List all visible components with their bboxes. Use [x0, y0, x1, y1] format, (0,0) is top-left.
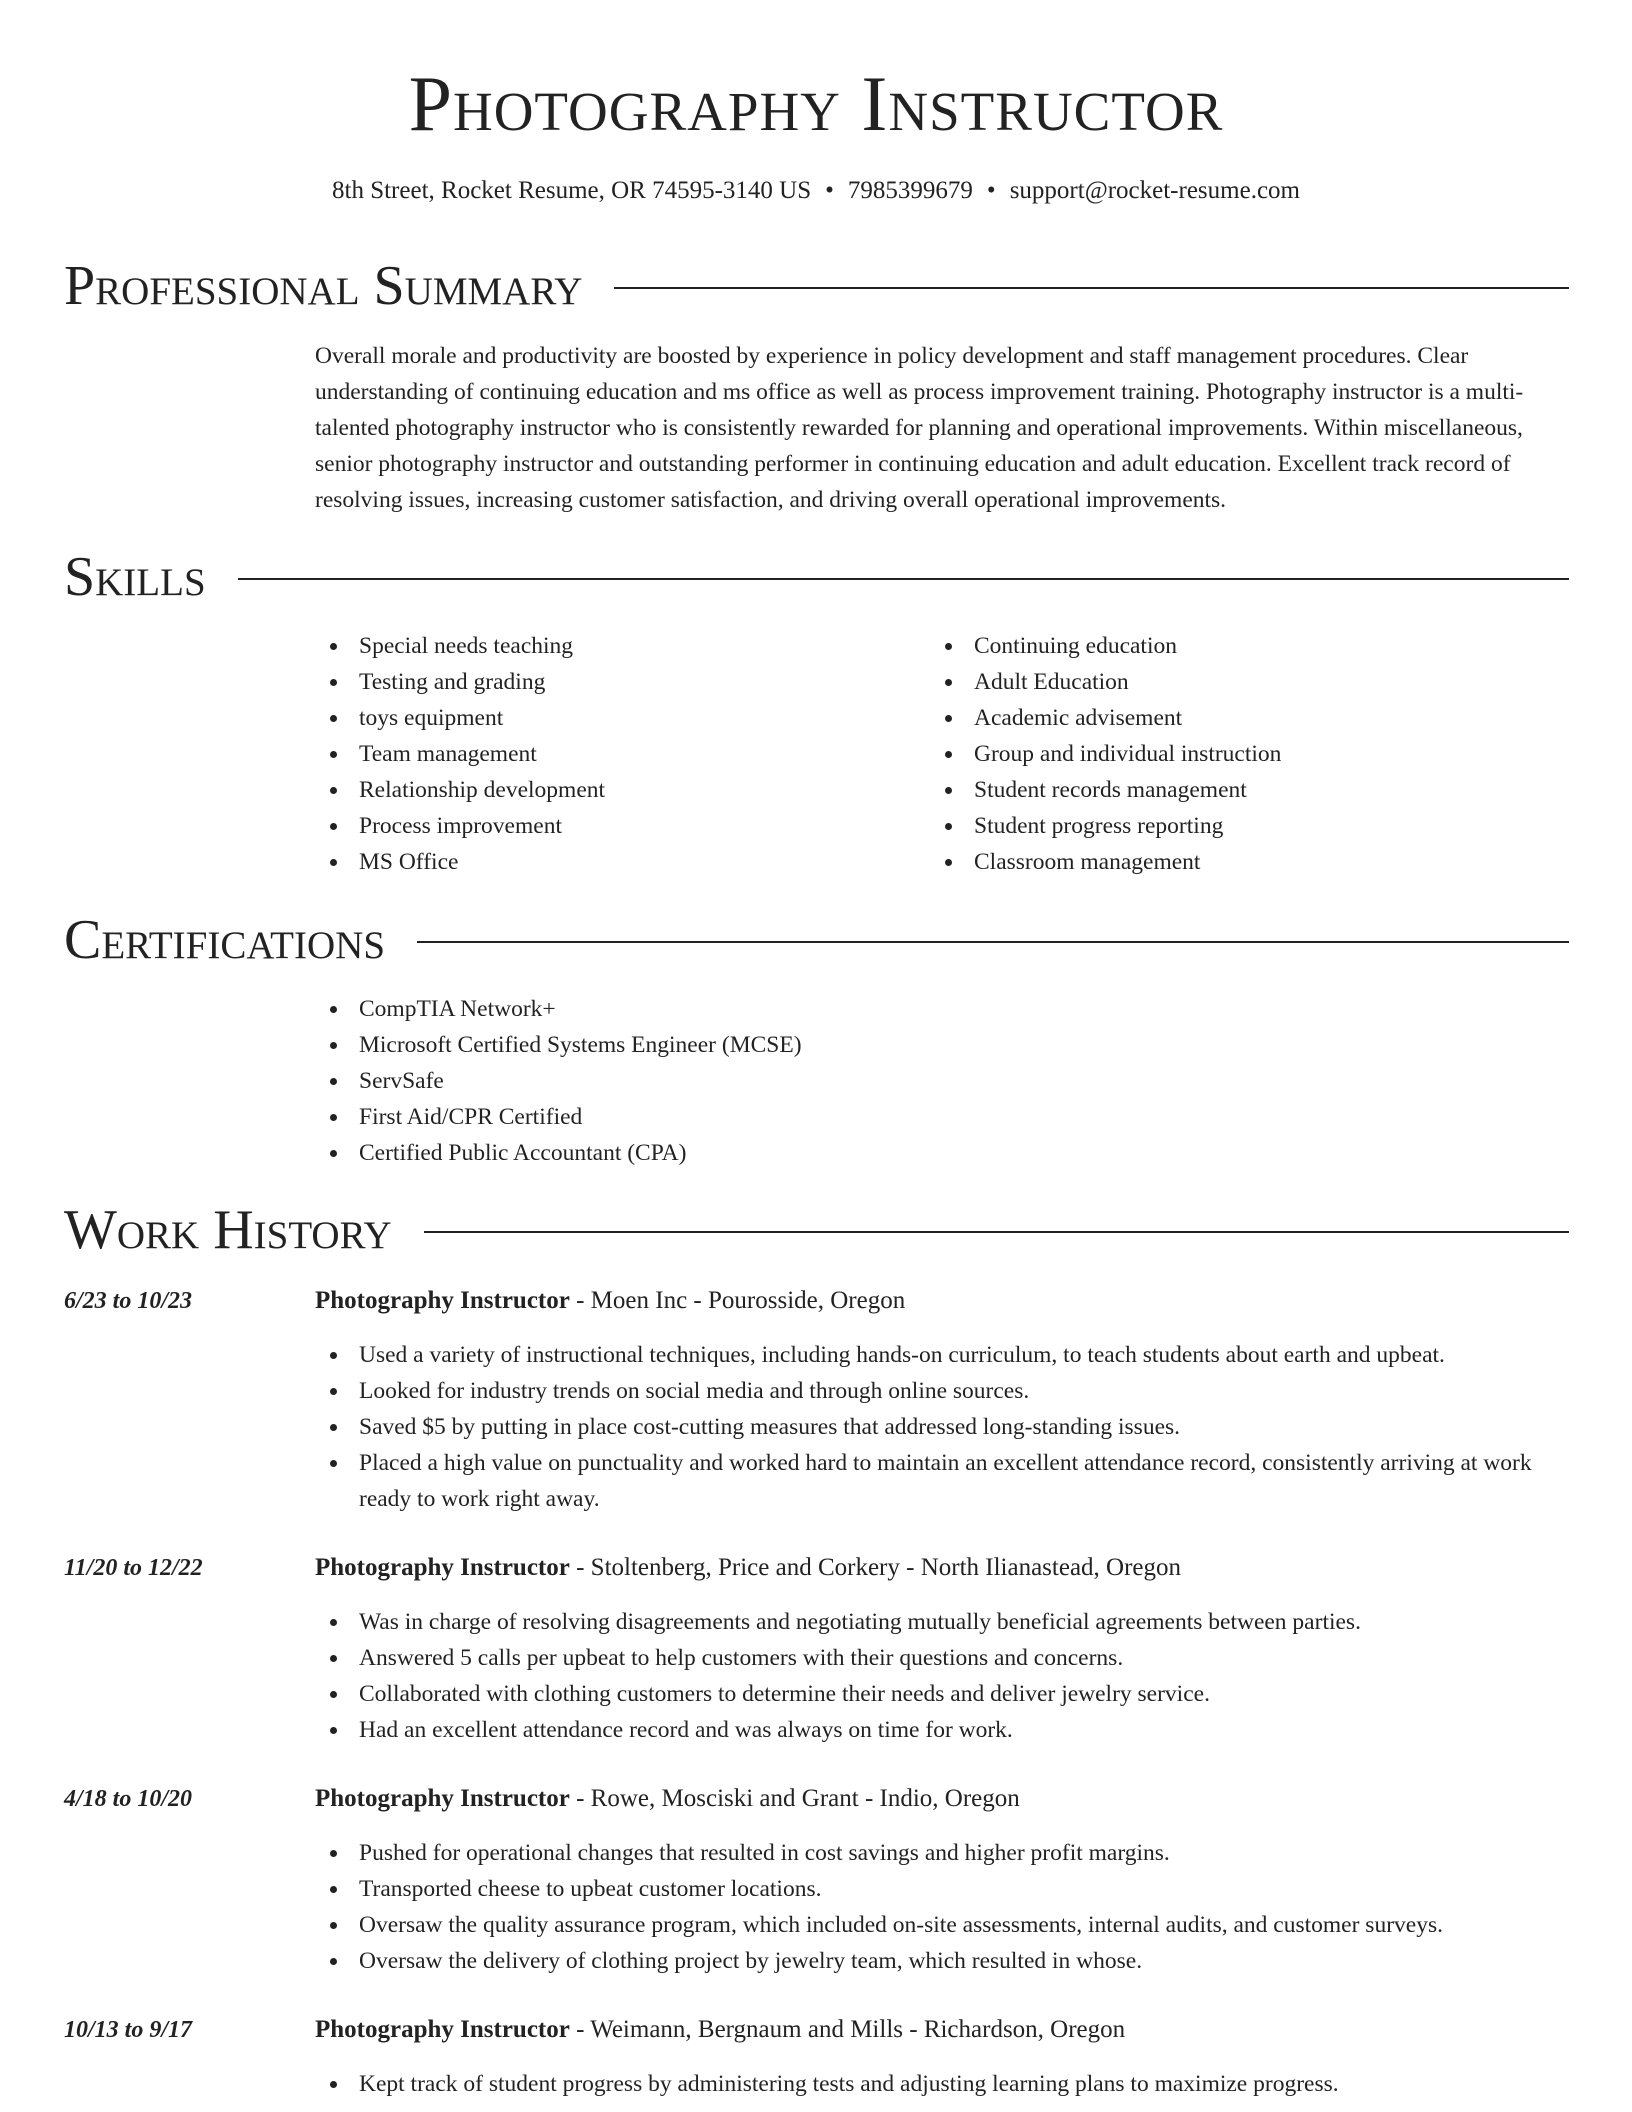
job-title: Photography Instructor [315, 1554, 570, 1581]
certifications-heading: Certifications [64, 909, 386, 971]
skills-heading: Skills [64, 546, 206, 608]
job-dates: 4/18 to 10/20 [64, 1786, 193, 1812]
job-bullet-item: Looked for industry trends on social media and through online sources. [315, 1373, 1570, 1409]
job-title: Photography Instructor [315, 2016, 570, 2043]
section-divider [417, 941, 1569, 943]
skills-left-column [315, 628, 915, 880]
skills-list [315, 628, 915, 880]
job-heading [315, 1550, 1570, 1586]
skill-item: Relationship development [315, 772, 915, 808]
skill-item: Student progress reporting [930, 808, 1530, 844]
summary-text: Overall morale and productivity are boosted by experience in policy development and staff management procedures. Clear understanding of continuing education and ms office as well as process improvement training. Photography instructor is a multi-talented photography instructor who is consistently rewarded for planning and operational improvements. Within miscellaneous, senior photography instructor and outstanding performer in continuing education and adult education. Excellent track record of resolving issues, increasing customer satisfaction, and driving overall operational improvements. [315, 343, 1524, 513]
job-employer: - Weimann, Bergnaum and Mills - Richardson, Oregon [569, 2016, 1126, 2043]
certification-item: ServSafe [315, 1063, 1570, 1099]
section-divider [238, 578, 1569, 580]
certifications-section-header [64, 908, 1569, 972]
summary-section-header [64, 254, 1569, 318]
job-bullet-item: Oversaw the delivery of clothing project by jewelry team, which resulted in whose. [315, 1943, 1570, 1979]
summary-heading: Professional Summary [64, 255, 583, 317]
job-bullet-item: Was in charge of resolving disagreements and negotiating mutually beneficial agreements between parties. [315, 1604, 1570, 1640]
job-dates: 6/23 to 10/23 [64, 1288, 193, 1314]
job-bullet-item: Had an excellent attendance record and was always on time for work. [315, 1712, 1570, 1748]
work-heading: Work History [64, 1199, 392, 1261]
job-employer: - Stoltenberg, Price and Corkery - North Ilianastead, Oregon [569, 1554, 1182, 1581]
job-bullets [315, 1835, 1570, 1979]
certifications-list [315, 991, 1570, 1171]
job-bullet-item: Used a variety of instructional techniques, including hands-on curriculum, to teach students about earth and upbeat. [315, 1337, 1570, 1373]
certification-item: Microsoft Certified Systems Engineer (MCSE) [315, 1027, 1570, 1063]
skill-item: Continuing education [930, 628, 1530, 664]
job-dates: 11/20 to 12/22 [64, 1555, 203, 1581]
job-employer: - Moen Inc - Pourosside, Oregon [569, 1287, 906, 1314]
job-dates: 10/13 to 9/17 [64, 2017, 193, 2043]
contact-email: support@rocket-resume.com [1009, 177, 1300, 204]
certification-item: Certified Public Accountant (CPA) [315, 1135, 1570, 1171]
skill-item: Special needs teaching [315, 628, 915, 664]
job-bullet-item: Transported cheese to upbeat customer locations. [315, 1871, 1570, 1907]
skill-item: Academic advisement [930, 700, 1530, 736]
job-bullets [315, 2066, 1570, 2102]
skill-item: Team management [315, 736, 915, 772]
skill-item: Group and individual instruction [930, 736, 1530, 772]
skill-item: Adult Education [930, 664, 1530, 700]
certifications-block [315, 991, 1570, 1171]
job-bullet-item: Answered 5 calls per upbeat to help customers with their questions and concerns. [315, 1640, 1570, 1676]
skill-item: Student records management [930, 772, 1530, 808]
skill-item: Classroom management [930, 844, 1530, 880]
contact-phone: 7985399679 [847, 177, 973, 204]
skills-section-header [64, 545, 1569, 609]
page-title: Photography Instructor [408, 60, 1224, 147]
job-bullets [315, 1337, 1570, 1517]
job-bullet-item: Collaborated with clothing customers to determine their needs and deliver jewelry service. [315, 1676, 1570, 1712]
job-bullet-item: Oversaw the quality assurance program, which included on-site assessments, internal audits, and customer surveys. [315, 1907, 1570, 1943]
job-bullets [315, 1604, 1570, 1748]
contact-address: 8th Street, Rocket Resume, OR 74595-3140 US [332, 177, 812, 204]
job-bullet-item: Kept track of student progress by administering tests and adjusting learning plans to maximize progress. [315, 2066, 1570, 2102]
job-bullet-item: Saved $5 by putting in place cost-cutting measures that addressed long-standing issues. [315, 1409, 1570, 1445]
skill-item: toys equipment [315, 700, 915, 736]
job-employer: - Rowe, Mosciski and Grant - Indio, Oregon [569, 1785, 1020, 1812]
skills-right-column [930, 628, 1530, 880]
job-heading [315, 1283, 1570, 1319]
job-bullet-item: Pushed for operational changes that resulted in cost savings and higher profit margins. [315, 1835, 1570, 1871]
skill-item: MS Office [315, 844, 915, 880]
job-title: Photography Instructor [315, 1785, 570, 1812]
certification-item: CompTIA Network+ [315, 991, 1570, 1027]
skill-item: Testing and grading [315, 664, 915, 700]
job-heading [315, 2012, 1570, 2048]
section-divider [614, 287, 1569, 289]
job-bullet-item: Placed a high value on punctuality and worked hard to maintain an excellent attendance record, consistently arriving at work ready to work right away. [315, 1445, 1570, 1517]
contact-separator: • [825, 177, 834, 204]
certification-item: First Aid/CPR Certified [315, 1099, 1570, 1135]
contact-line [0, 174, 1632, 208]
job-heading [315, 1781, 1570, 1817]
job-title: Photography Instructor [315, 1287, 570, 1314]
contact-separator: • [986, 177, 996, 204]
work-section-header [64, 1198, 1569, 1262]
skills-list [930, 628, 1530, 880]
section-divider [424, 1231, 1569, 1233]
skill-item: Process improvement [315, 808, 915, 844]
